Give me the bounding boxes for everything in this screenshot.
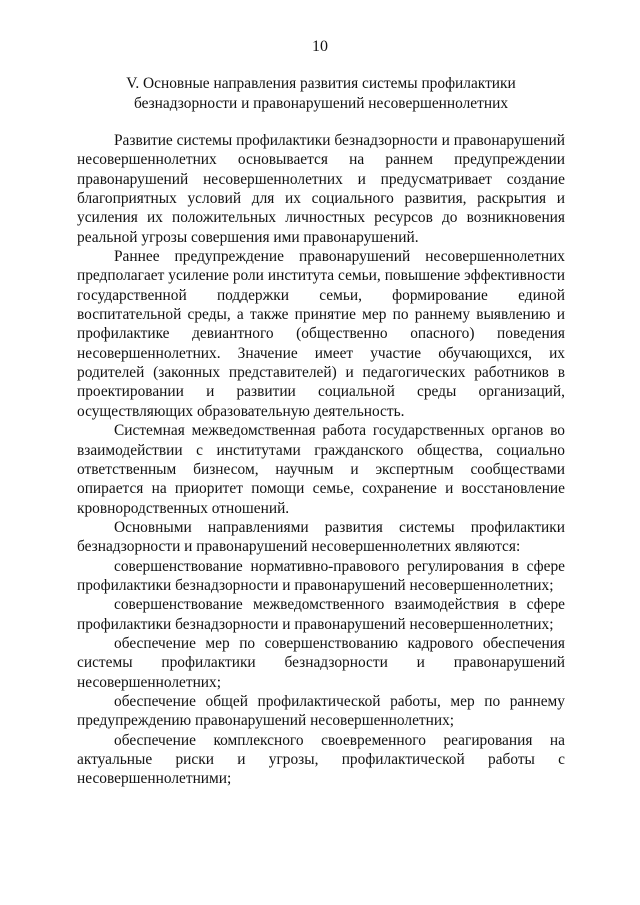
list-item: обеспечение мер по совершенствованию кадрового обеспечения системы профилактики безнадзорности и правонарушений несовершеннолетних; bbox=[77, 634, 565, 691]
list-item: обеспечение общей профилактической работы, мер по раннему предупреждению правонарушений несовершеннолетних; bbox=[77, 692, 565, 730]
list-item: совершенствование нормативно-правового регулирования в сфере профилактики безнадзорности и правонарушений несовершеннолетних; bbox=[77, 557, 565, 594]
section-heading bbox=[78, 74, 564, 113]
page-number: 10 bbox=[312, 38, 328, 55]
paragraph: Основными направлениями развития системы профилактики безнадзорности и правонарушений несовершеннолетних являются: bbox=[77, 518, 565, 556]
paragraph: Системная межведомственная работа государственных органов во взаимодействии с институтами гражданского общества, социально ответственным бизнесом, научным и экспертным сообществами опирается на приоритет помощи семье, сохранение и восстановление кровнородственных отношений. bbox=[77, 422, 565, 517]
document-body bbox=[77, 131, 565, 789]
list-item: совершенствование межведомственного взаимодействия в сфере профилактики безнадзорности и правонарушений несовершеннолетних; bbox=[77, 596, 565, 633]
section-heading-line-2: безнадзорности и правонарушений несовершеннолетних bbox=[133, 94, 509, 112]
paragraph: Раннее предупреждение правонарушений несовершеннолетних предполагает усиление роли института семьи, повышение эффективности государственной поддержки семьи, формирование единой воспитательной среды, а также принятие мер по раннему выявлению и профилактике девиантного (общественно опасного) поведения несовершеннолетних. Значение имеет участие обучающихся, их родителей (законных представителей) и педагогических работников в проектировании и развитии социальной среды организаций, осуществляющих образовательную деятельность. bbox=[77, 248, 565, 420]
paragraph: Развитие системы профилактики безнадзорности и правонарушений несовершеннолетних основывается на раннем предупреждении правонарушений несовершеннолетних и предусматривает создание благоприятных условий для их социального развития, раскрытия и усиления их положительных личностных ресурсов до возникновения реальной угрозы совершения ими правонарушений. bbox=[77, 132, 565, 246]
section-heading-line-1: V. Основные направления развития системы профилактики bbox=[126, 75, 516, 92]
list-item: обеспечение комплексного своевременного реагирования на актуальные риски и угрозы, профилактической работы с несовершеннолетними; bbox=[77, 731, 565, 788]
